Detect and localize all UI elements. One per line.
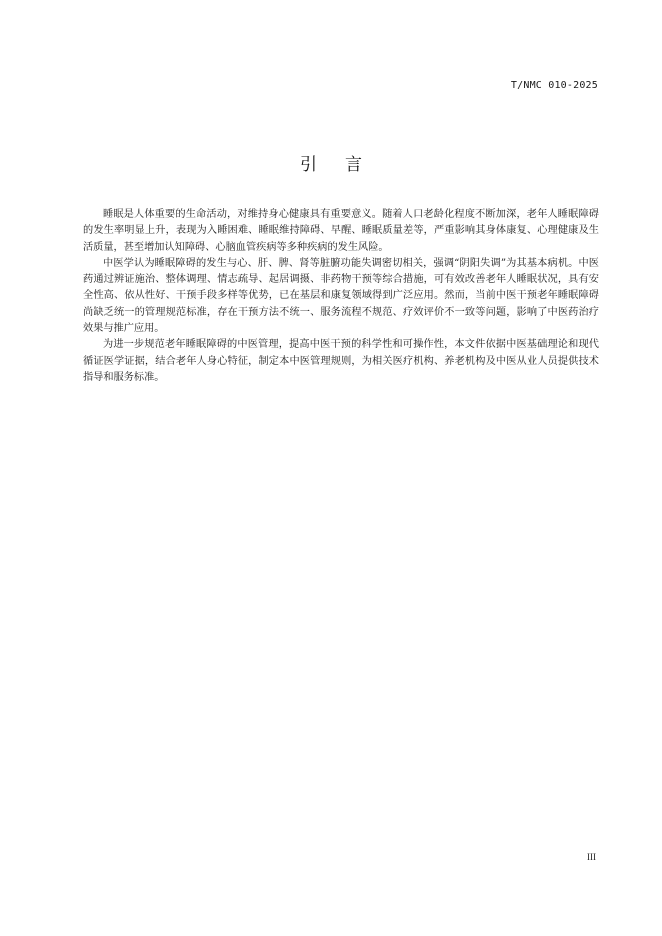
paragraph: 为进一步规范老年睡眠障碍的中医管理，提高中医干预的科学性和可操作性，本文件依据中医基础理论和现代循证医学证据，结合老年人身心特征，制定本中医管理规则，为相关医疗机构、养老机构及中医从业人员提供技术指导和服务标准。 — [83, 339, 599, 383]
page-title: 引言 — [300, 155, 390, 175]
page-number: III — [587, 852, 596, 862]
introduction-body — [83, 207, 599, 386]
paragraph: 中医学认为睡眠障碍的发生与心、肝、脾、肾等脏腑功能失调密切相关，强调“阴阳失调”为其基本病机。中医药通过辨证施治、整体调理、情志疏导、起居调摄、非药物干预等综合措施，可有效改善老年人睡眠状况，具有安全性高、依从性好、干预手段多样等优势，已在基层和康复领域得到广泛应用。然而，当前中医干预老年睡眠障碍尚缺乏统一的管理规范标准，存在干预方法不统一、服务流程不规范、疗效评价不一致等问题，影响了中医药治疗效果与推广应用。 — [83, 257, 599, 335]
paragraph: 睡眠是人体重要的生命活动，对维持身心健康具有重要意义。随着人口老龄化程度不断加深，老年人睡眠障碍的发生率明显上升，表现为入睡困难、睡眠维持障碍、早醒、睡眠质量差等，严重影响其身体康复、心理健康及生活质量，甚至增加认知障碍、心脑血管疾病等多种疾病的发生风险。 — [83, 209, 599, 253]
document-code: T/NMC 010-2025 — [510, 80, 598, 91]
